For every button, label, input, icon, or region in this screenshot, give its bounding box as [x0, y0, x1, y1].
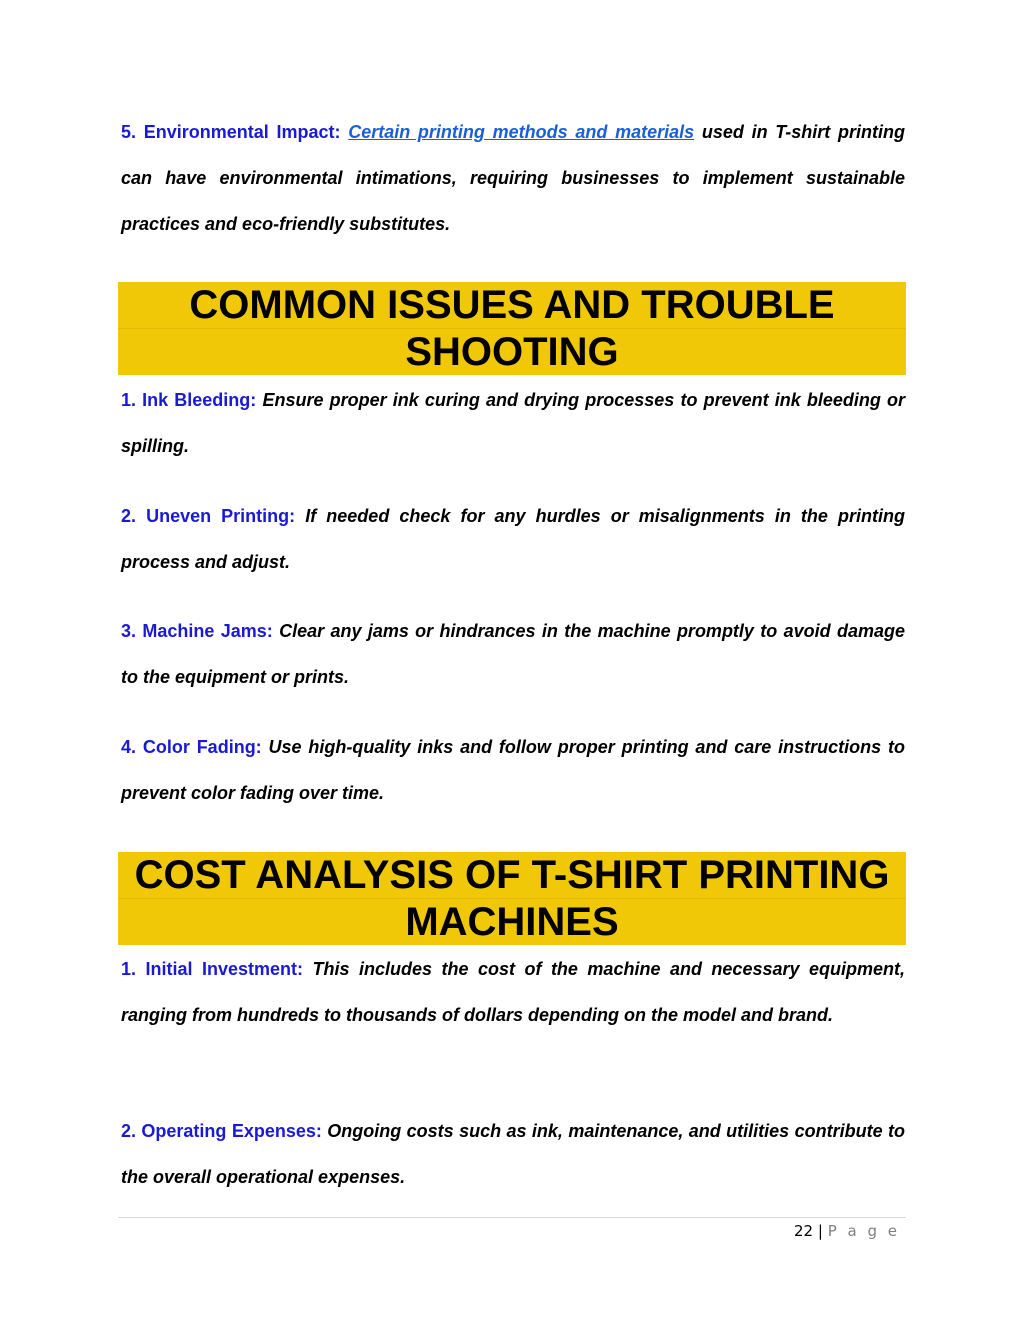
section-heading-cost-analysis: [118, 852, 906, 945]
item-text: Use high-quality inks and follow proper printing and care instructions to prevent color fading over time.: [121, 737, 905, 803]
list-item-initial-investment: [121, 946, 905, 1038]
item-text: Ensure proper ink curing and drying processes to prevent ink bleeding or spilling.: [121, 390, 905, 456]
page-number: [794, 1222, 900, 1240]
item-lead: 1. Initial Investment:: [121, 959, 304, 979]
item-lead: 2. Uneven Printing:: [121, 506, 296, 526]
list-item-machine-jams: [121, 608, 905, 700]
list-item-uneven-printing: [121, 493, 905, 585]
item-lead: 4. Color Fading:: [121, 737, 262, 757]
heading-line-2: SHOOTING: [405, 330, 619, 374]
item-lead: 5. Environmental Impact:: [121, 122, 341, 142]
item-text: This includes the cost of the machine and necessary equipment, ranging from hundreds to thousands of dollars depending on the model and brand.: [121, 959, 905, 1025]
list-item-ink-bleeding: [121, 377, 905, 469]
footer-divider: [118, 1217, 906, 1218]
page-label: P a g e: [827, 1222, 900, 1240]
page-number-value: 22: [793, 1222, 814, 1240]
list-item-operating-expenses: [121, 1108, 905, 1200]
paragraph-environmental-impact: [121, 109, 905, 247]
list-item-color-fading: [121, 724, 905, 816]
item-text: If needed check for any hurdles or misalignments in the printing process and adjust.: [121, 506, 905, 572]
heading-line-2: MACHINES: [405, 900, 619, 944]
item-text: used in T-shirt printing can have environmental intimations, requiring businesses to implement sustainable practices and eco-friendly substitutes.: [121, 122, 905, 234]
heading-line-1: COMMON ISSUES AND TROUBLE: [189, 283, 835, 327]
item-lead: 1. Ink Bleeding:: [121, 390, 257, 410]
heading-line-1: COST ANALYSIS OF T-SHIRT PRINTING: [134, 853, 890, 897]
materials-link[interactable]: Certain printing methods and materials: [348, 122, 695, 142]
item-lead: 2. Operating Expenses:: [121, 1121, 322, 1141]
page-number-separator: |: [817, 1222, 823, 1240]
item-text: Clear any jams or hindrances in the machine promptly to avoid damage to the equipment or prints.: [121, 621, 905, 687]
section-heading-common-issues: [118, 282, 906, 375]
item-text: Ongoing costs such as ink, maintenance, and utilities contribute to the overall operational expenses.: [121, 1121, 905, 1187]
item-lead: 3. Machine Jams:: [121, 621, 273, 641]
